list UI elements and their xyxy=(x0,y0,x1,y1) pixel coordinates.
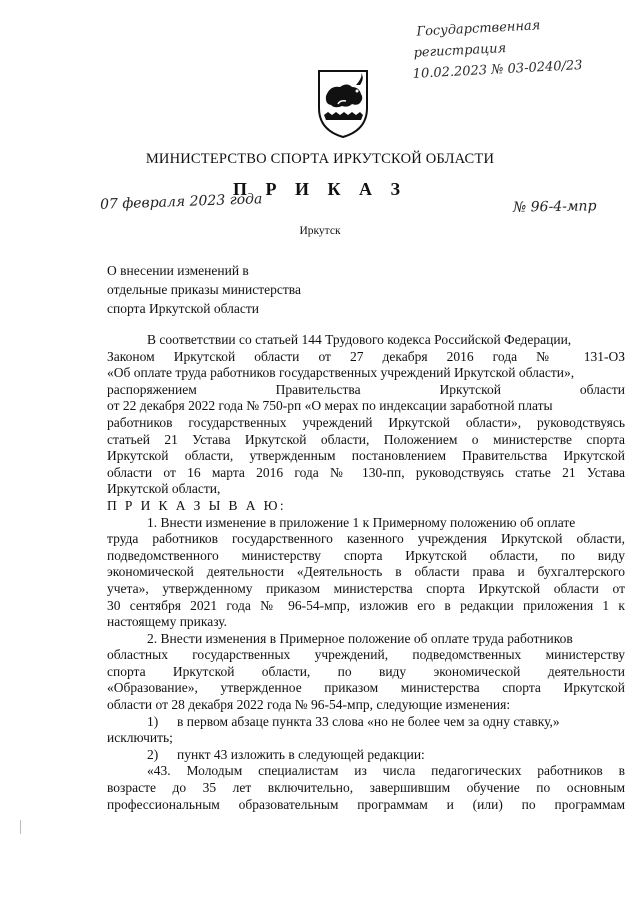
item-1-line-3: подведомственного министерству спорта Иркутской области, по виду xyxy=(107,547,625,563)
subitem-1-text: в первом абзаце пункта 33 слова «но не более чем за одну ставку,» xyxy=(177,713,560,729)
subitem-2-text: пункт 43 изложить в следующей редакции: xyxy=(177,746,425,762)
subitem-2 xyxy=(107,747,625,764)
registration-stamp xyxy=(410,10,638,85)
point-43-line-3: профессиональным образовательным программам и (или) по программам xyxy=(107,796,625,812)
preamble-line-3: «Об оплате труда работников государственных учреждений Иркутской области», xyxy=(107,365,575,381)
city-label: Иркутск xyxy=(299,225,341,237)
item-2-line-3: спорта Иркутской области, по виду экономической деятельности xyxy=(107,663,625,679)
subject-line-1: О внесении изменений в xyxy=(107,263,249,278)
subject-line-2: отдельные приказы министерства xyxy=(107,282,301,297)
item-2-line-5: области от 28 декабря 2022 года № 96-54-мпр, следующие изменения: xyxy=(107,697,511,713)
subitem-2-number: 2) xyxy=(147,746,159,762)
item-2-line-1: 2. Внести изменения в Примерное положение об оплате труда работников xyxy=(147,630,573,646)
item-1-line-1: 1. Внести изменение в приложение 1 к Примерному положению об оплате xyxy=(147,514,576,530)
subitem-1-continuation: исключить; xyxy=(107,730,173,746)
preamble-line-10: Иркутской области, xyxy=(107,481,221,497)
subitem-1 xyxy=(107,714,625,731)
stamp-line-1: Государственная xyxy=(416,18,541,40)
item-2-line-4: «Образование», утвержденное приказом министерства спорта Иркутской xyxy=(107,680,625,696)
preamble-line-6: работников государственных учреждений Иркутской области», руководствуясь xyxy=(107,414,625,430)
point-43-line-2: возрасте до 35 лет включительно, завершившим обучение по основным xyxy=(107,780,625,796)
item-1-line-2: труда работников государственного казенного учреждения Иркутской области, xyxy=(107,531,625,547)
scan-edge-mark xyxy=(20,820,21,834)
preamble-line-8: Иркутской области, утвержденным постановлением Правительства Иркутской xyxy=(107,448,625,464)
item-1-line-4: экономической деятельности «Деятельность в области права и бухгалтерского xyxy=(107,564,625,580)
prikazyvayu-heading: П Р И К А З Ы В А Ю: xyxy=(107,497,287,513)
preamble-line-2: Законом Иркутской области от 27 декабря 2016 года № 131-ОЗ xyxy=(107,348,625,364)
subitem-1-number: 1) xyxy=(147,713,159,729)
item-2-line-2: областных государственных учреждений, подведомственных министерству xyxy=(107,647,625,663)
order-subject xyxy=(107,261,407,318)
item-1-line-5: учета», утвержденному приказом министерства спорта Иркутской области от xyxy=(107,580,625,596)
stamp-line-2: регистрация xyxy=(413,41,507,61)
order-body xyxy=(107,332,625,813)
item-1-line-6: 30 сентября 2021 года № 96-54-мпр, изложив его в редакции приложения 1 к xyxy=(107,597,625,613)
stamp-line-3: 10.02.2023 № 03-0240/23 xyxy=(412,58,583,82)
preamble-line-7: статьей 21 Устава Иркутской области, Положением о министерстве спорта xyxy=(107,431,625,447)
ministry-name: МИНИСТЕРСТВО СПОРТА ИРКУТСКОЙ ОБЛАСТИ xyxy=(145,151,495,167)
preamble-line-9: области от 16 марта 2016 года № 130-пп, руководствуясь статье 21 Устава xyxy=(107,464,625,480)
order-title: П Р И К А З xyxy=(232,179,408,199)
preamble-line-4: распоряжением Правительства Иркутской области xyxy=(107,381,625,397)
point-43-line-1: «43. Молодым специалистам из числа педагогических работников в xyxy=(147,763,625,779)
subject-line-3: спорта Иркутской области xyxy=(107,301,259,316)
handwritten-order-number: № 96-4-мпр xyxy=(512,198,597,216)
preamble-line-5: от 22 декабря 2022 года № 750-рп «О мерах по индексации заработной платы xyxy=(107,398,553,414)
preamble-line-1: В соответствии со статьей 144 Трудового кодекса Российской Федерации, xyxy=(147,332,572,347)
irkutsk-coat-of-arms-icon xyxy=(316,68,370,140)
item-1-line-7: настоящему приказу. xyxy=(107,614,228,630)
handwritten-date: 07 февраля 2023 года xyxy=(99,191,263,213)
